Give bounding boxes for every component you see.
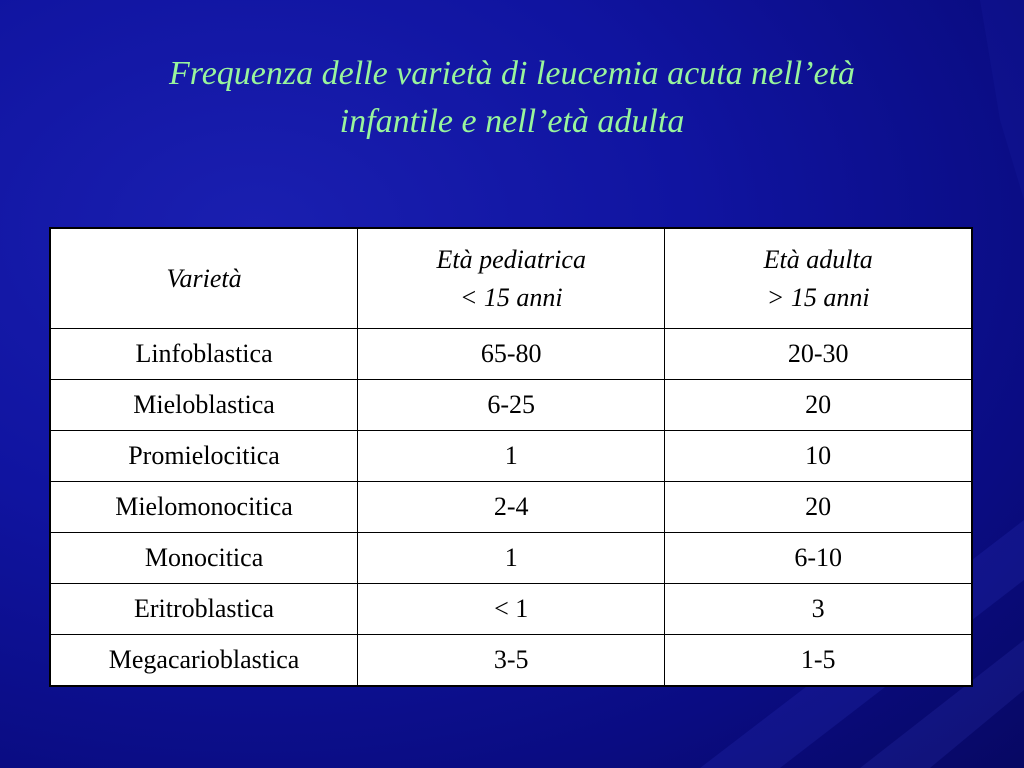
header-label: Età adulta <box>763 244 873 274</box>
table-row <box>50 635 972 687</box>
cell-adulta: 1-5 <box>665 635 972 687</box>
table-row <box>50 533 972 584</box>
slide-title <box>60 50 964 146</box>
header-eta-adulta <box>665 228 972 329</box>
cell-pediatrica: 1 <box>358 533 665 584</box>
cell-varieta: Mielomonocitica <box>50 482 358 533</box>
header-sublabel: > 15 anni <box>766 282 870 312</box>
leukemia-frequency-table <box>49 227 973 687</box>
cell-adulta: 20-30 <box>665 329 972 380</box>
title-line-2: infantile e nell’età adulta <box>339 103 685 140</box>
header-eta-pediatrica <box>358 228 665 329</box>
cell-varieta: Megacarioblastica <box>50 635 358 687</box>
cell-pediatrica: 6-25 <box>358 380 665 431</box>
cell-varieta: Mieloblastica <box>50 380 358 431</box>
table-row <box>50 482 972 533</box>
cell-varieta: Linfoblastica <box>50 329 358 380</box>
cell-adulta: 3 <box>665 584 972 635</box>
header-label: Età pediatrica <box>436 244 586 274</box>
cell-pediatrica: 1 <box>358 431 665 482</box>
table-row <box>50 584 972 635</box>
title-line-1: Frequenza delle varietà di leucemia acuta nell’età <box>168 55 856 92</box>
cell-pediatrica: < 1 <box>358 584 665 635</box>
cell-adulta: 20 <box>665 380 972 431</box>
cell-adulta: 20 <box>665 482 972 533</box>
cell-varieta: Promielocitica <box>50 431 358 482</box>
cell-pediatrica: 3-5 <box>358 635 665 687</box>
table-header-row <box>50 228 972 329</box>
table-row <box>50 380 972 431</box>
header-varieta <box>50 228 358 329</box>
cell-varieta: Monocitica <box>50 533 358 584</box>
cell-pediatrica: 2-4 <box>358 482 665 533</box>
cell-adulta: 10 <box>665 431 972 482</box>
table-row <box>50 431 972 482</box>
header-label: Varietà <box>166 263 242 293</box>
header-sublabel: < 15 anni <box>459 282 563 312</box>
cell-pediatrica: 65-80 <box>358 329 665 380</box>
cell-varieta: Eritroblastica <box>50 584 358 635</box>
cell-adulta: 6-10 <box>665 533 972 584</box>
table-row <box>50 329 972 380</box>
